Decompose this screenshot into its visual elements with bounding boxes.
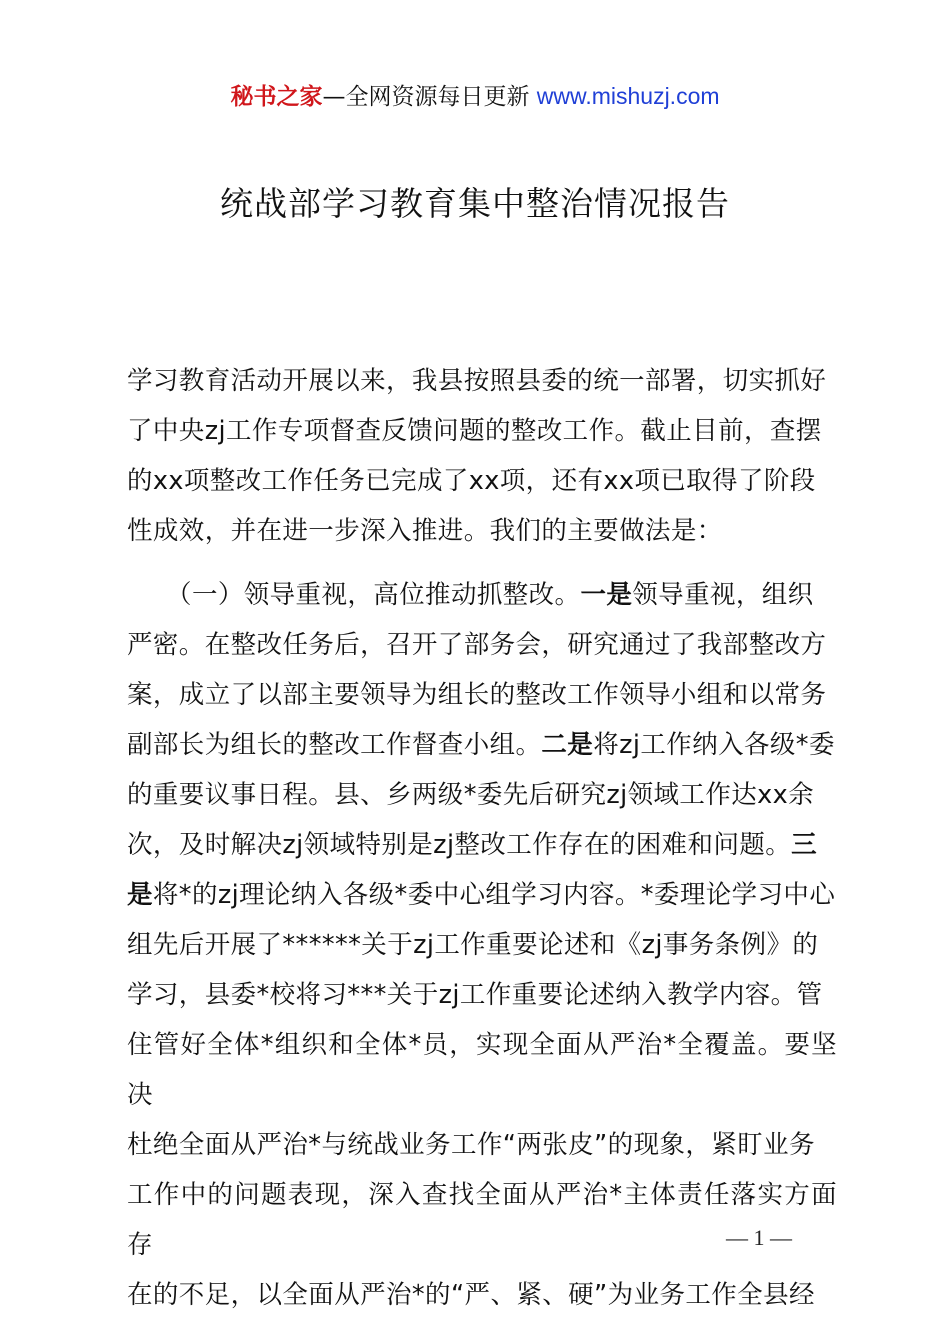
intro-paragraph — [127, 306, 837, 556]
section-one-paragraph — [127, 570, 837, 1320]
site-brand: 秘书之家 — [230, 84, 323, 110]
section-one-heading: （一）领导重视，高位推动抓整改。 — [127, 580, 581, 610]
intro-line: 了中央zj工作专项督查反馈问题的整改工作。截止目前，查摆 — [127, 416, 822, 446]
page-number: — 1 — — [726, 1225, 792, 1250]
intro-line: 性成效，并在进一步深入推进。我们的主要做法是： — [127, 516, 723, 546]
point-two-marker: 二是 — [541, 730, 594, 760]
point-three-marker: 三 是 — [127, 830, 818, 910]
site-url-link[interactable]: www.mishuzj.com — [536, 83, 720, 109]
site-header — [0, 80, 950, 113]
point-two-text: 将zj工作纳入各级*委 的重要议事日程。县、乡两级*委先后研究zj领域工作达xx余 次，及时解决zj领域特别是zj整改工作存在的困难和问题。 — [127, 730, 835, 860]
point-one-marker: 一是 — [580, 580, 633, 610]
intro-line: 学习教育活动开展以来，我县按照县委的统一部署，切实抓好 — [127, 366, 827, 396]
point-one-text: 领导重视，组织 严密。在整改任务后，召开了部务会，研究通过了我部整改方 案，成立了以部主要领导为组长的整改工作领导小组和以常务 副部长为组长的整改工作督查小组。 — [127, 580, 827, 760]
document-title: 统战部学习教育集中整治情况报告 — [220, 184, 730, 223]
document-body — [127, 306, 837, 1330]
point-three-text: 将*的zj理论纳入各级*委中心组学习内容。*委理论学习中心 组先后开展了******关于zj工作重要论述和《zj事务条例》的 学习，县委*校将习***关于zj工作重要论述纳入教学内容。管 住管好全体*组织和全体*员，实现全面从严治*全覆盖。要坚决 杜绝全面从严治*与统战业务工作“两张皮”的现象，紧盯业务 工作中的问题表现，深入查找全面从严治*主体责任落实方面存 在的不足，以全面从严治*的“严、紧、硬”为业务工作全县经 — [127, 880, 837, 1310]
intro-line: 的xx项整改工作任务已完成了xx项，还有xx项已取得了阶段 — [127, 466, 816, 496]
site-tagline: —全网资源每日更新 — [322, 84, 537, 110]
